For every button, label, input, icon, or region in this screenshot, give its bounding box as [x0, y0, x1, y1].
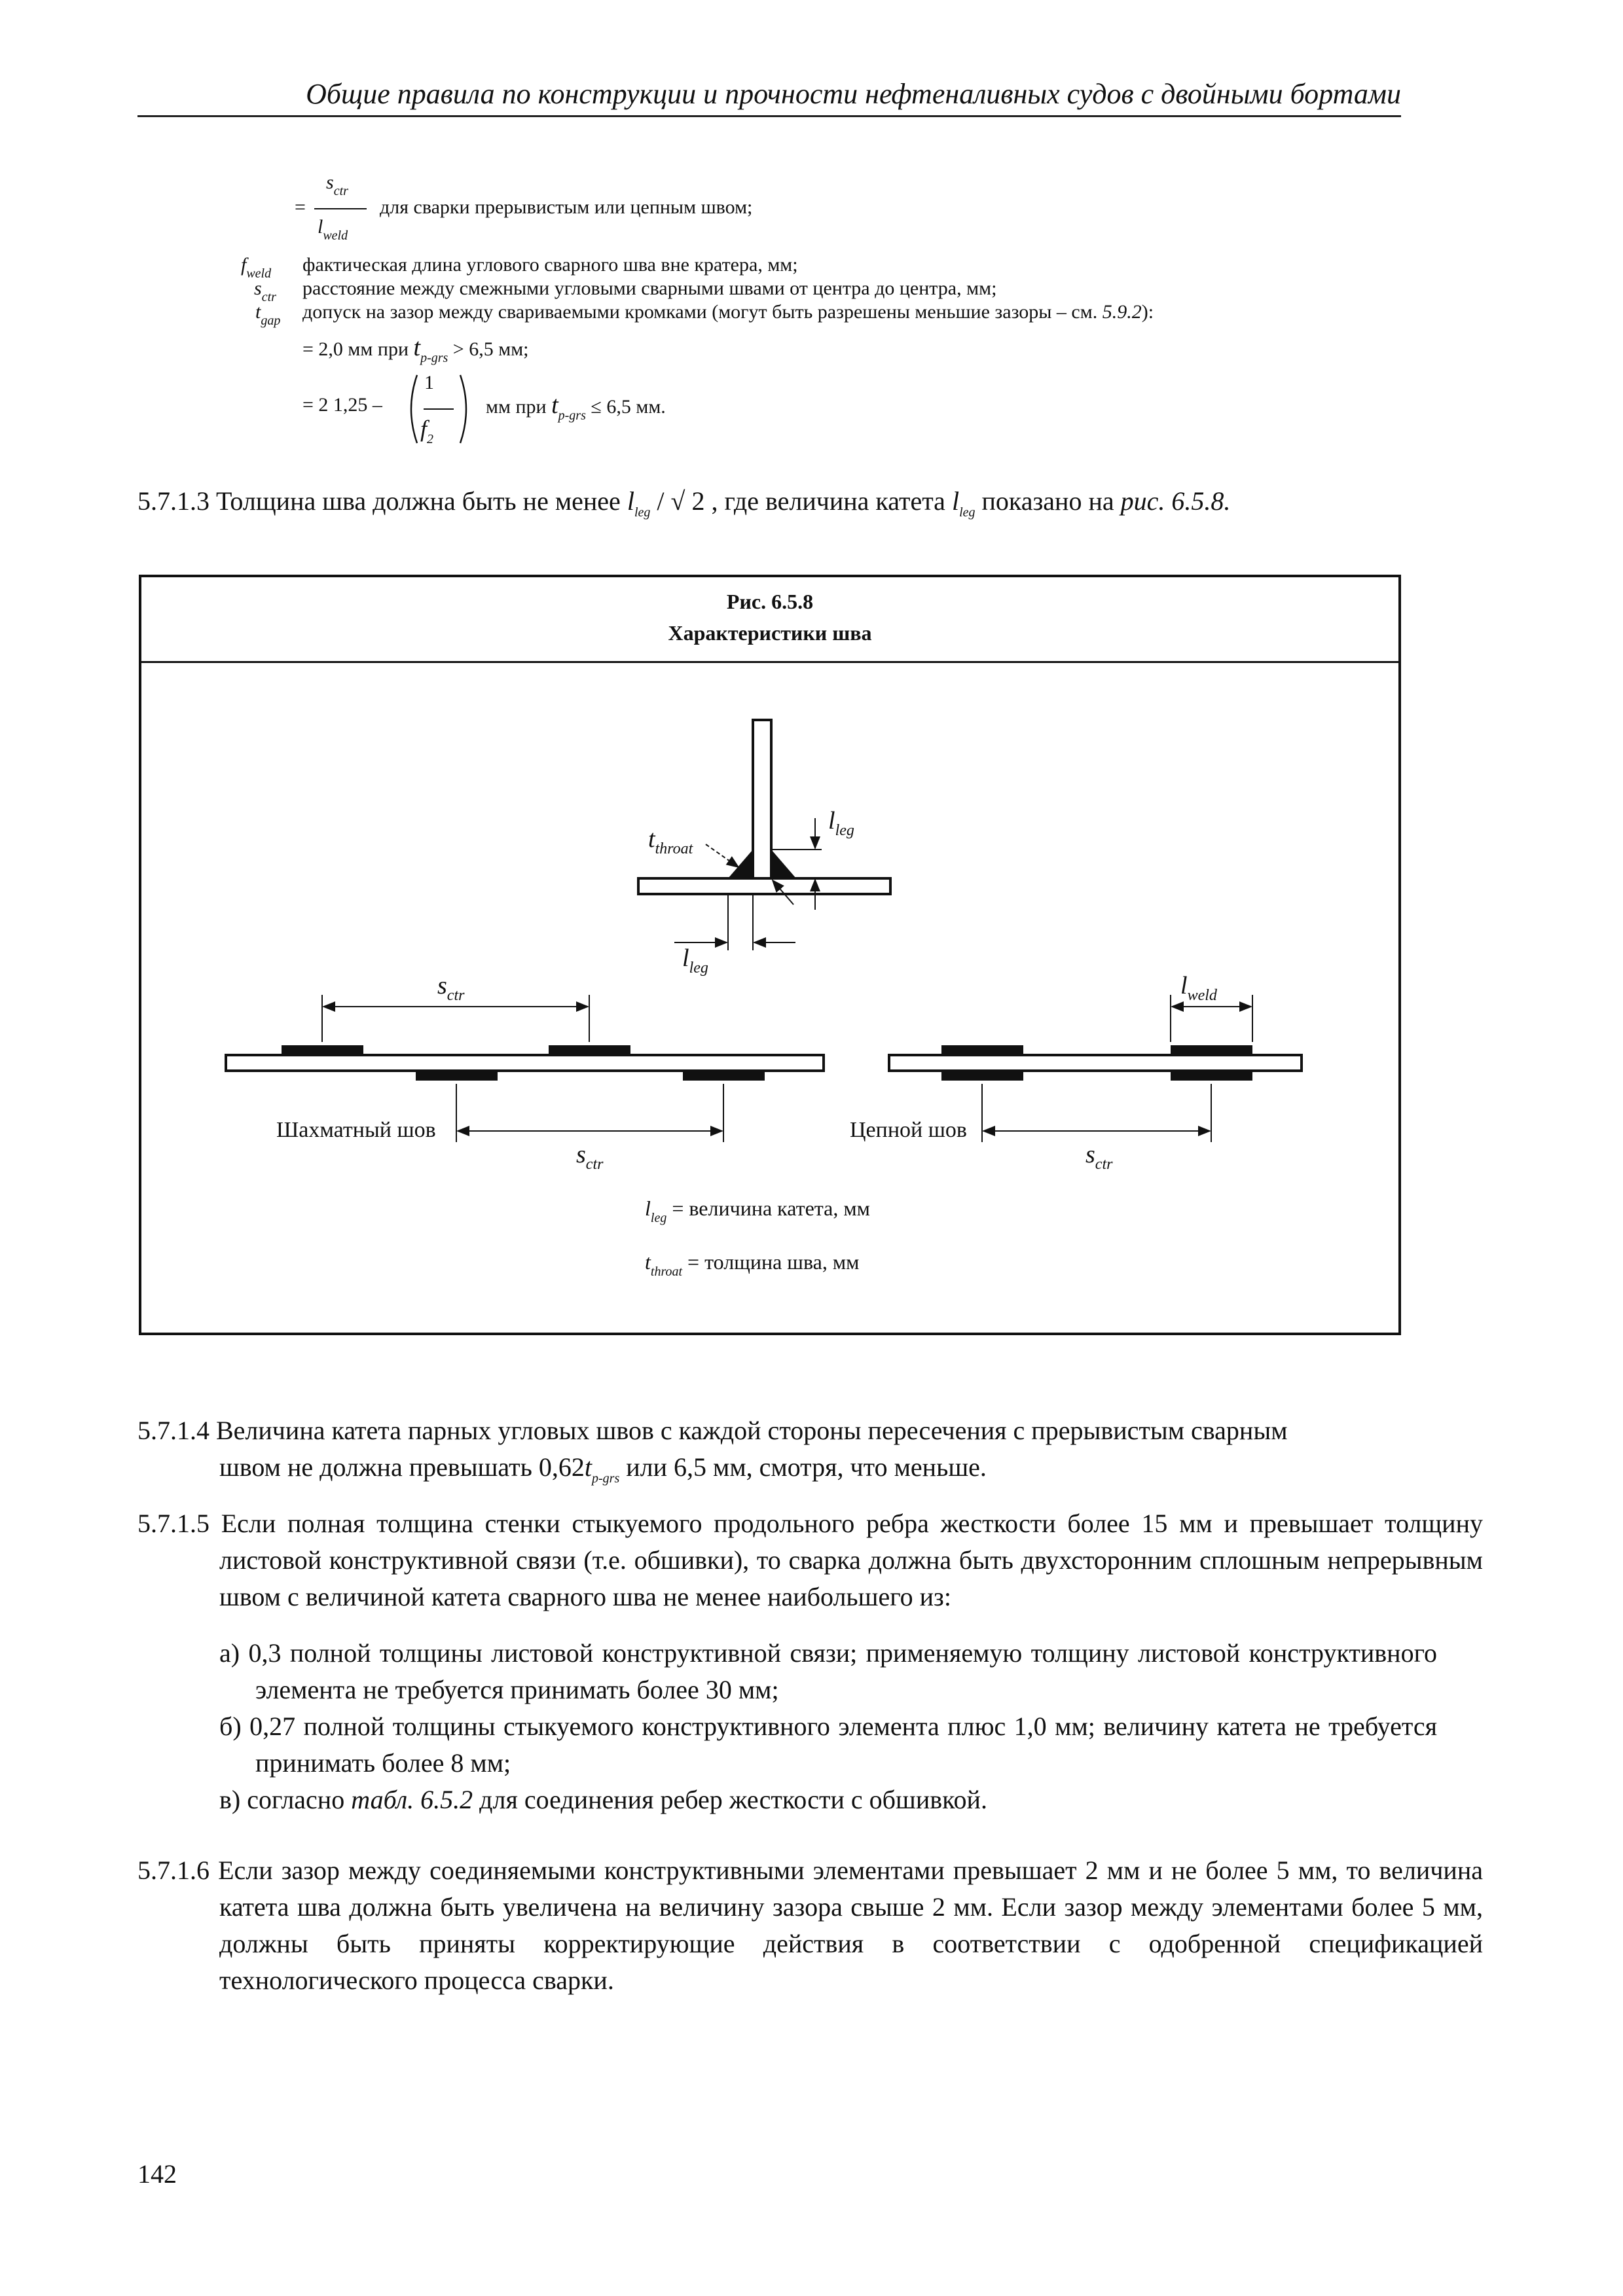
fillet-weld-left: [728, 850, 753, 878]
label-staggered-weld: Шахматный шов: [276, 1118, 436, 1142]
formula-eq-sign: =: [295, 196, 306, 218]
gap-line-1: = 2,0 мм при $t_{p-grs} > 6,5$ мм;: [302, 334, 529, 365]
gap-frac-num: 1: [424, 372, 434, 393]
label-s-ctr-staggered-bottom: $s_{ctr}$: [576, 1141, 604, 1173]
fillet-weld-right: [771, 850, 796, 878]
label-l-leg-horizontal: $l_{leg}$: [682, 944, 708, 977]
figure-title: Характеристики шва: [668, 621, 872, 645]
gap-frac-den: $f_2$: [420, 416, 434, 446]
def-sym-sctr: $s_{ctr}$: [254, 278, 276, 304]
label-chain-weld: Цепной шов: [850, 1118, 967, 1142]
legend-l-leg: $l_{leg}$ = величина катета, мм: [645, 1196, 870, 1225]
legend-t-throat: $t_{throat}$ = толщина шва, мм: [645, 1250, 860, 1279]
label-l-leg-vertical: $l_{leg}$: [828, 807, 854, 839]
label-s-ctr-staggered-top: $s_{ctr}$: [437, 972, 465, 1004]
label-s-ctr-chain: $s_{ctr}$: [1085, 1141, 1113, 1173]
figure-number: Рис. 6.5.8: [726, 590, 814, 613]
para-5-7-1-5: 5.7.1.5 Если полная толщина стенки стыкуемого продольного ребра жесткости более 15 мм и превышает толщину листовой конструктивной связи (т.е. обшивки), то сварка должна быть двухсторонним сплошным непрерывным швом с величиной катета сварного шва не менее наибольшего из:: [137, 1509, 1483, 1611]
para-5-7-1-3: 5.7.1.3 Толщина шва должна быть не менее $l_{leg}$ / √ 2 , где величина катета $l_{leg}$ показано на рис. 6.5.8.: [137, 486, 1231, 520]
def-text-tgap: допуск на зазор между свариваемыми кромками (могут быть разрешены меньшие зазоры – см. 5.9.2):: [302, 301, 1154, 323]
gap-line-2-tail: мм при $t_{p-grs} \le 6,5$ мм.: [486, 391, 666, 423]
def-text-fweld: фактическая длина углового сварного шва вне кратера, мм;: [302, 254, 798, 276]
page-number: 142: [137, 2159, 177, 2189]
frac-numerator: $s_{ctr}$: [326, 171, 348, 198]
def-sym-tgap: $t_{gap}$: [255, 301, 281, 328]
gap-line-2-prefix: = 2 1,25 –: [302, 394, 382, 416]
para-5-7-1-4: 5.7.1.4 Величина катета парных угловых швов с каждой стороны пересечения с прерывистым сварным швом не должна превышать $0,62t_{p-grs}$ или 6,5 мм, смотря, что меньше.: [137, 1416, 1288, 1486]
list-item-c: в) согласно табл. 6.5.2 для соединения ребер жесткости с обшивкой.: [219, 1785, 987, 1814]
frac-denominator: $l_{weld}$: [318, 216, 348, 243]
label-t-throat: $t_{throat}$: [648, 825, 693, 857]
list-item-a: а) 0,3 полной толщины листовой конструктивной связи; применяемую толщину листовой конструктивного элемента не требуется принимать более 30 мм;: [219, 1638, 1437, 1704]
frac-text: для сварки прерывистым или цепным швом;: [380, 196, 753, 218]
def-sym-fweld: $f_{weld}$: [241, 254, 272, 281]
list-item-b: б) 0,27 полной толщины стыкуемого конструктивного элемента плюс 1,0 мм; величину катета не требуется принимать более 8 мм;: [219, 1712, 1437, 1778]
label-l-weld: $l_{weld}$: [1180, 972, 1217, 1004]
para-5-7-1-6: 5.7.1.6 Если зазор между соединяемыми конструктивными элементами превышает 2 мм и не более 5 мм, то величина катета шва должна быть увеличена на величину зазора свыше 2 мм. Если зазор между элементами более 5 мм, должны быть приняты корректирующие действия в соответствии с одобренной спецификацией технологического процесса сварки.: [137, 1856, 1483, 1995]
running-header: Общие правила по конструкции и прочности нефтеналивных судов с двойными бортами: [306, 78, 1401, 110]
def-text-sctr: расстояние между смежными угловыми сварными швами от центра до центра, мм;: [302, 278, 997, 299]
